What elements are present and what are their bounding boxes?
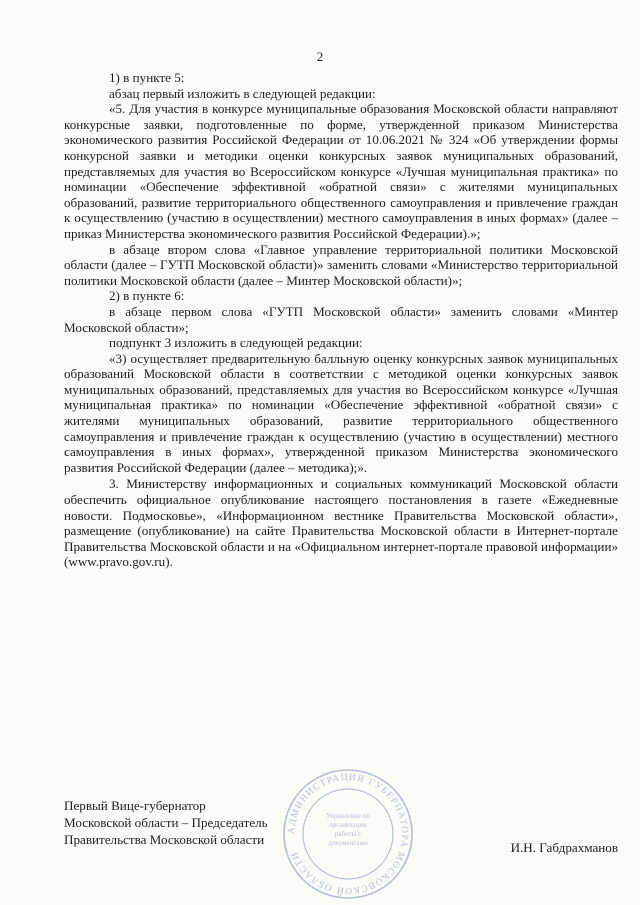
signatory-title-line: Московской области – Председатель (64, 815, 268, 830)
page-number: 2 (316, 49, 324, 64)
signatory-title-line: Первый Вице-губернатор (64, 798, 206, 813)
paragraph-clause-5: «5. Для участия в конкурсе муниципальные образования Московской области направляют конкурсные заявки, подготовленные по форме, утвержденной приказом Министерства экономического развития Российской Федерации от 10.06.2021 № 324 «Об утверждении формы конкурсной заявки и методики оценки конкурсных заявок муниципальных образований, представляемых для участия во Всероссийском конкурсе «Лучшая муниципальная практика» по номинации «Обеспечение эффективной «обратной связи» с жителями муниципальных образований, развитие территориального общественного самоуправления и привлечение граждан к осуществлению (участию в осуществлении) местного самоуправления в иных формах» (далее – приказ Министерства экономического развития Российской Федерации).»; (64, 101, 618, 241)
official-stamp (282, 768, 414, 900)
svg-text:АДМИНИСТРАЦИЯ ГУБЕРНАТОРА МОСК: АДМИНИСТРАЦИЯ ГУБЕРНАТОРА МОСКОВСКОЙ ОБЛАСТИ (286, 772, 410, 896)
paragraph-item-1: 1) в пункте 5: (109, 70, 185, 85)
stamp-seal-icon (282, 768, 414, 900)
paragraph-second-abzac: в абзаце втором слова «Главное управление территориальной политики Московской области (далее – ГУТП Московской области)» заменить словами «Министерство территориальной политики Московской области (далее – Минтер Московской области)»; (64, 241, 618, 288)
signatory-title (64, 797, 268, 848)
signatory-title-line: Правительства Московской области (64, 832, 265, 847)
svg-text:Управление поорганизацииработы: Управление по организации работы с документами (325, 812, 371, 847)
paragraph-publication: 3. Министерству информационных и социальных коммуникаций Московской области обеспечить официальное опубликование настоящего постановления в газете «Ежедневные новости. Подмосковье», «Информационном вестнике Правительства Московской области», размещение (опубликование) на сайте Правительства Московской области в Интернет-портале Правительства Московской области и на «Официальном интернет-портале правовой информации» (www.pravo.gov.ru). (64, 476, 618, 570)
paragraph-item-2: абзац первый изложить в следующей редакции: (109, 85, 376, 101)
paragraph-subitem-3: подпункт 3 изложить в следующей редакции: (109, 335, 363, 351)
signatory-name: И.Н. Габдрахманов (510, 840, 618, 855)
paragraph-subitem-3-text: «3) осуществляет предварительную балльную оценку конкурсных заявок муниципальных образований Московской области в соответствии с методикой оценки конкурсных заявок муниципальных образований, представляемых для участия во Всероссийском конкурсе «Лучшая муниципальная практика» по номинации «Обеспечение эффективной «обратной связи» с жителями муниципальных образований, развитие территориального общественного самоуправления и привлечение граждан к осуществлению (участию в осуществлении) местного самоуправления в иных формах», утвержденной приказом Министерства экономического развития Российской Федерации (далее – методика);». (64, 350, 618, 475)
document-body (64, 70, 618, 570)
paragraph-item-2-point-6: 2) в пункте 6: (109, 288, 185, 304)
paragraph-first-abzac: в абзаце первом слова «ГУТП Московской области» заменить словами «Минтер Московской области»; (64, 303, 618, 335)
